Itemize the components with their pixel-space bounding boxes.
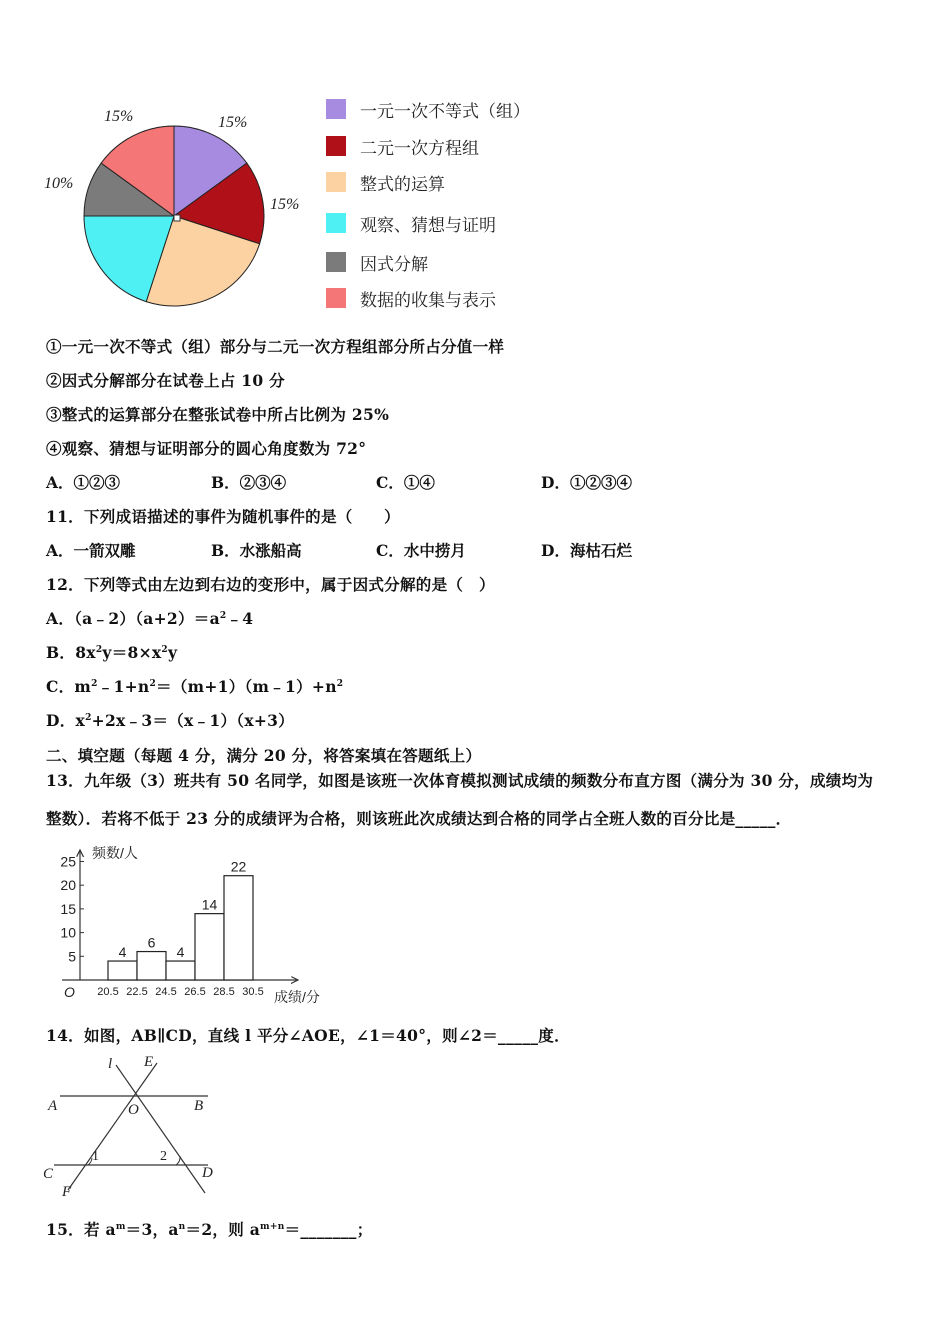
q12-option-d[interactable] bbox=[46, 709, 294, 731]
legend-swatch bbox=[326, 213, 346, 233]
q10-option-d[interactable]: D．①②③④ bbox=[541, 473, 632, 492]
q11-option-c[interactable]: C．水中捞月 bbox=[376, 541, 466, 560]
x-tick-label: 22.5 bbox=[126, 986, 148, 998]
point-c: C bbox=[43, 1166, 54, 1182]
text: ＝3，a bbox=[125, 1220, 179, 1239]
superscript: 2 bbox=[219, 610, 227, 621]
q11-option-b[interactable]: B．水涨船高 bbox=[211, 541, 302, 560]
legend-item bbox=[326, 171, 445, 193]
legend-label: 一元一次不等式（组） bbox=[360, 101, 530, 122]
legend-swatch bbox=[326, 172, 346, 192]
histogram bbox=[40, 838, 340, 1010]
pie-label-left: 10% bbox=[44, 175, 74, 192]
x-tick-label: 28.5 bbox=[213, 986, 235, 998]
q11-option-d[interactable]: D．海枯石烂 bbox=[541, 541, 632, 560]
q10-option-a[interactable]: A．①②③ bbox=[46, 473, 121, 492]
statement-2: ②因式分解部分在试卷上占 10 分 bbox=[46, 371, 285, 390]
q13-line-2: 整数）．若将不低于 23 分的成绩评为合格，则该班此次成绩达到合格的同学占全班人数的百分比是_____． bbox=[46, 809, 792, 828]
y-tick-label: 25 bbox=[60, 853, 76, 870]
legend-item bbox=[326, 287, 496, 309]
q12-option-c[interactable] bbox=[46, 675, 343, 697]
angle-1-label: 1 bbox=[92, 1149, 99, 1164]
q11-stem: 11．下列成语描述的事件为随机事件的是（ ） bbox=[46, 507, 400, 526]
x-tick-label: 26.5 bbox=[184, 986, 206, 998]
legend-label: 观察、猜想与证明 bbox=[360, 215, 496, 236]
histogram-bar bbox=[108, 961, 137, 980]
legend-label: 整式的运算 bbox=[360, 174, 445, 195]
origin-label: O bbox=[64, 984, 75, 1000]
q12-option-b[interactable] bbox=[46, 641, 177, 663]
y-tick-label: 10 bbox=[60, 924, 76, 941]
x-tick-label: 24.5 bbox=[155, 986, 177, 998]
y-tick-label: 5 bbox=[68, 948, 76, 965]
text: +2x﹣3＝（x﹣1）（x+3） bbox=[91, 711, 295, 730]
legend-item bbox=[326, 251, 428, 273]
superscript: m bbox=[115, 1221, 126, 1232]
section-heading: 二、填空题（每题 4 分，满分 20 分，将答案填在答题纸上） bbox=[46, 746, 482, 765]
bar-value-label: 4 bbox=[118, 944, 127, 961]
superscript: m+n bbox=[260, 1221, 285, 1232]
histogram-bar bbox=[195, 914, 224, 980]
statement-4: ④观察、猜想与证明部分的圆心角度数为 72° bbox=[46, 439, 367, 458]
text: C．m bbox=[46, 677, 92, 696]
text: 15．若 a bbox=[46, 1220, 116, 1239]
histogram-bar bbox=[137, 952, 166, 980]
pie-label-right: 15% bbox=[270, 196, 300, 213]
y-tick-label: 20 bbox=[60, 877, 76, 894]
point-b: B bbox=[194, 1098, 204, 1114]
superscript: 2 bbox=[336, 678, 344, 689]
x-tick-label: 20.5 bbox=[97, 986, 119, 998]
q11-option-a[interactable]: A．一箭双雕 bbox=[46, 541, 136, 560]
text: D．x bbox=[46, 711, 86, 730]
q12-option-a[interactable] bbox=[46, 607, 253, 629]
point-l: l bbox=[108, 1056, 113, 1072]
statement-1: ①一元一次不等式（组）部分与二元一次方程组部分所占分值一样 bbox=[46, 337, 505, 356]
legend-item bbox=[326, 212, 496, 234]
text: ﹣1+n bbox=[97, 677, 150, 696]
superscript: 2 bbox=[85, 712, 92, 723]
text: y＝8×x bbox=[102, 643, 162, 662]
pie-center-marker bbox=[174, 215, 180, 221]
y-axis-label: 频数/人 bbox=[92, 845, 138, 861]
legend-swatch bbox=[326, 252, 346, 272]
superscript: 2 bbox=[91, 678, 98, 689]
text: ＝2，则 a bbox=[185, 1220, 261, 1239]
legend-item bbox=[326, 135, 479, 157]
superscript: 2 bbox=[161, 644, 168, 655]
q14-text: 14．如图，AB∥CD，直线 l 平分∠AOE，∠1＝40°，则∠2＝_____度． bbox=[46, 1026, 570, 1045]
legend-label: 数据的收集与表示 bbox=[360, 290, 496, 311]
q10-option-b[interactable]: B．②③④ bbox=[211, 473, 287, 492]
bar-value-label: 22 bbox=[230, 858, 247, 875]
text: ﹣4 bbox=[226, 609, 254, 628]
q15-text bbox=[46, 1218, 373, 1240]
bar-value-label: 6 bbox=[147, 934, 156, 951]
line-l bbox=[116, 1065, 205, 1193]
legend-swatch bbox=[326, 288, 346, 308]
legend-item bbox=[326, 98, 530, 120]
angle-2-label: 2 bbox=[160, 1149, 167, 1164]
text: ＝_______； bbox=[284, 1220, 373, 1239]
text: y bbox=[167, 643, 178, 662]
x-tick-label: 30.5 bbox=[242, 986, 264, 998]
superscript: 2 bbox=[95, 644, 103, 655]
text: ＝（m+1）（m﹣1）+n bbox=[156, 677, 337, 696]
angle-2-arc bbox=[176, 1156, 180, 1165]
superscript: n bbox=[178, 1221, 186, 1232]
pie-label-top-left: 15% bbox=[104, 108, 134, 125]
bar-value-label: 4 bbox=[176, 944, 185, 961]
q13-line-1: 13．九年级（3）班共有 50 名同学，如图是该班一次体育模拟测试成绩的频数分布直方图（满分为 30 分，成绩均为 bbox=[46, 771, 874, 790]
pie-label-top-right: 15% bbox=[218, 114, 248, 131]
q12-stem: 12．下列等式由左边到右边的变形中，属于因式分解的是（ ） bbox=[46, 575, 495, 594]
q10-option-c[interactable]: C．①④ bbox=[376, 473, 435, 492]
pie-chart bbox=[80, 122, 270, 312]
x-axis-label: 成绩/分 bbox=[274, 989, 320, 1005]
legend-swatch bbox=[326, 136, 346, 156]
legend-label: 因式分解 bbox=[360, 254, 428, 275]
text: A．（a﹣2）（a+2）＝a bbox=[46, 609, 220, 628]
point-a: A bbox=[48, 1098, 58, 1114]
point-e: E bbox=[144, 1054, 154, 1070]
geometry-figure bbox=[40, 1050, 230, 1202]
legend-swatch bbox=[326, 99, 346, 119]
point-o: O bbox=[128, 1102, 139, 1118]
histogram-bar bbox=[224, 876, 253, 980]
superscript: 2 bbox=[149, 678, 157, 689]
text: B．8x bbox=[46, 643, 96, 662]
legend-label: 二元一次方程组 bbox=[360, 138, 479, 159]
histogram-bar bbox=[166, 961, 195, 980]
bar-value-label: 14 bbox=[201, 896, 218, 913]
point-d: D bbox=[202, 1165, 213, 1181]
y-tick-label: 15 bbox=[60, 900, 76, 917]
point-f: F bbox=[62, 1184, 72, 1200]
statement-3: ③整式的运算部分在整张试卷中所占比例为 25% bbox=[46, 405, 390, 424]
line-ef bbox=[68, 1063, 157, 1190]
